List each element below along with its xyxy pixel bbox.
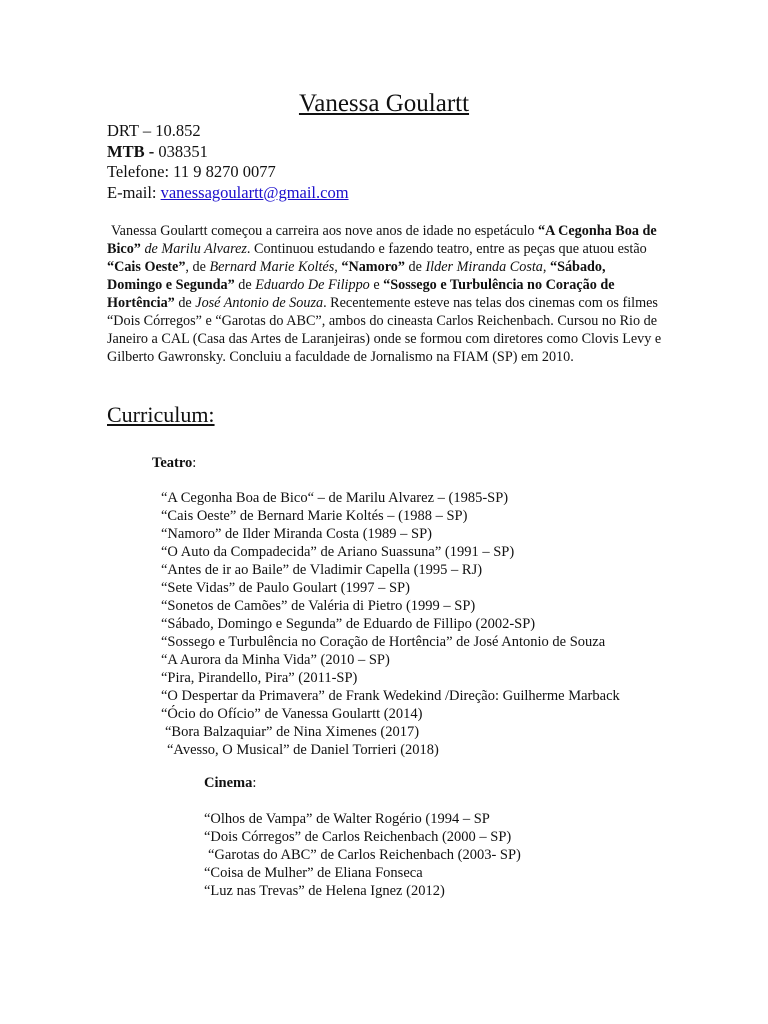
- mtb-value: 038351: [158, 141, 208, 161]
- teatro-item: “Cais Oeste” de Bernard Marie Koltés – (1988 – SP): [161, 508, 468, 524]
- teatro-item: “O Auto da Compadecida” de Ariano Suassuna” (1991 – SP): [161, 544, 515, 560]
- bio-segment: Eduardo De Filippo: [255, 277, 370, 293]
- email-link[interactable]: vanessagoulartt@gmail.com: [160, 182, 349, 202]
- bio-segment: José Antonio de Souza: [195, 295, 324, 311]
- bio-segment: Vanessa Goulartt começou a carreira aos nove anos de idade no espetáculo: [111, 223, 539, 239]
- bio-segment: “Sossego e Turbulência no Coração de Hortência”: [107, 277, 615, 311]
- teatro-item: “A Aurora da Minha Vida” (2010 – SP): [161, 652, 390, 668]
- teatro-item: “Ócio do Ofício” de Vanessa Goulartt (2014): [161, 706, 423, 722]
- cinema-item: “Luz nas Trevas” de Helena Ignez (2012): [204, 883, 445, 899]
- teatro-heading: Teatro:: [152, 455, 197, 471]
- contact-block: [107, 121, 349, 203]
- bio-segment: “A Cegonha Boa de Bico”: [107, 223, 657, 257]
- phone-line: Telefone: 11 9 8270 0077: [107, 162, 276, 181]
- teatro-label: Teatro: [152, 455, 193, 471]
- bio-segment: de: [404, 259, 426, 275]
- bio-segment: de: [174, 295, 196, 311]
- bio-segment: de Marilu Alvarez: [144, 241, 247, 257]
- bio-segment: , de: [185, 259, 210, 275]
- teatro-item: “A Cegonha Boa de Bico“ – de Marilu Alvarez – (1985-SP): [161, 490, 509, 506]
- mtb-label: MTB -: [107, 141, 159, 161]
- teatro-item: “Pira, Pirandello, Pira” (2011-SP): [161, 670, 358, 686]
- bio-paragraph: [107, 222, 662, 366]
- cinema-item: “Dois Córregos” de Carlos Reichenbach (2000 – SP): [204, 829, 512, 845]
- bio-segment: ,: [334, 259, 342, 275]
- teatro-item: “Bora Balzaquiar” de Nina Ximenes (2017): [165, 724, 420, 740]
- bio-segment: e: [369, 277, 384, 293]
- cinema-item: “Olhos de Vampa” de Walter Rogério (1994 – SP: [204, 811, 490, 827]
- drt-line: DRT – 10.852: [107, 121, 201, 140]
- teatro-item: “Sábado, Domingo e Segunda” de Eduardo de Fillipo (2002-SP): [161, 616, 536, 632]
- bio-segment: ,: [542, 259, 550, 275]
- cinema-heading: Cinema:: [204, 775, 257, 791]
- mtb-line: [107, 142, 349, 163]
- bio-segment: . Continuou estudando e fazendo teatro, entre as peças que atuou estão: [246, 241, 647, 257]
- bio-segment: de: [234, 277, 256, 293]
- teatro-item: “Avesso, O Musical” de Daniel Torrieri (2018): [167, 742, 439, 758]
- teatro-item: “O Despertar da Primavera” de Frank Wedekind /Direção: Guilherme Marback: [161, 688, 620, 704]
- cinema-list: [204, 810, 521, 900]
- bio-segment: Ilder Miranda Costa: [425, 259, 543, 275]
- email-label: E-mail:: [107, 182, 161, 202]
- bio-segment: Bernard Marie Koltés: [209, 259, 335, 275]
- email-line: [107, 183, 349, 204]
- teatro-item: “Namoro” de Ilder Miranda Costa (1989 – SP): [161, 526, 433, 542]
- teatro-item: “Antes de ir ao Baile” de Vladimir Capella (1995 – RJ): [161, 562, 483, 578]
- bio-segment: “Sábado, Domingo e Segunda”: [107, 259, 606, 293]
- teatro-item: “Sossego e Turbulência no Coração de Hortência” de José Antonio de Souza: [161, 634, 606, 650]
- cinema-item: “Coisa de Mulher” de Eliana Fonseca: [204, 865, 423, 881]
- teatro-item: “Sonetos de Camões” de Valéria di Pietro (1999 – SP): [161, 598, 476, 614]
- teatro-item: “Sete Vidas” de Paulo Goulart (1997 – SP): [161, 580, 410, 596]
- bio-segment: “Cais Oeste”: [107, 259, 186, 275]
- cinema-label: Cinema: [204, 775, 253, 791]
- bio-segment: . Recentemente esteve nas telas dos cinemas com os filmes “Dois Córregos” e “Garotas do ABC”, ambos do cineasta Carlos Reichenbach. Cursou no Rio de Janeiro a CAL (Casa das Artes de Laranjeiras) onde se formou com diretores como Clovis Levy e Gilberto Gawronsky. Concluiu a faculdade de Jornalismo na FIAM (SP) em 2010.: [107, 295, 662, 365]
- curriculum-heading: Curriculum:: [107, 402, 215, 427]
- teatro-list: [161, 489, 620, 759]
- cinema-item: “Garotas do ABC” de Carlos Reichenbach (2003- SP): [208, 847, 521, 863]
- page-title: Vanessa Goulartt: [298, 90, 470, 117]
- bio-segment: “Namoro”: [341, 259, 405, 275]
